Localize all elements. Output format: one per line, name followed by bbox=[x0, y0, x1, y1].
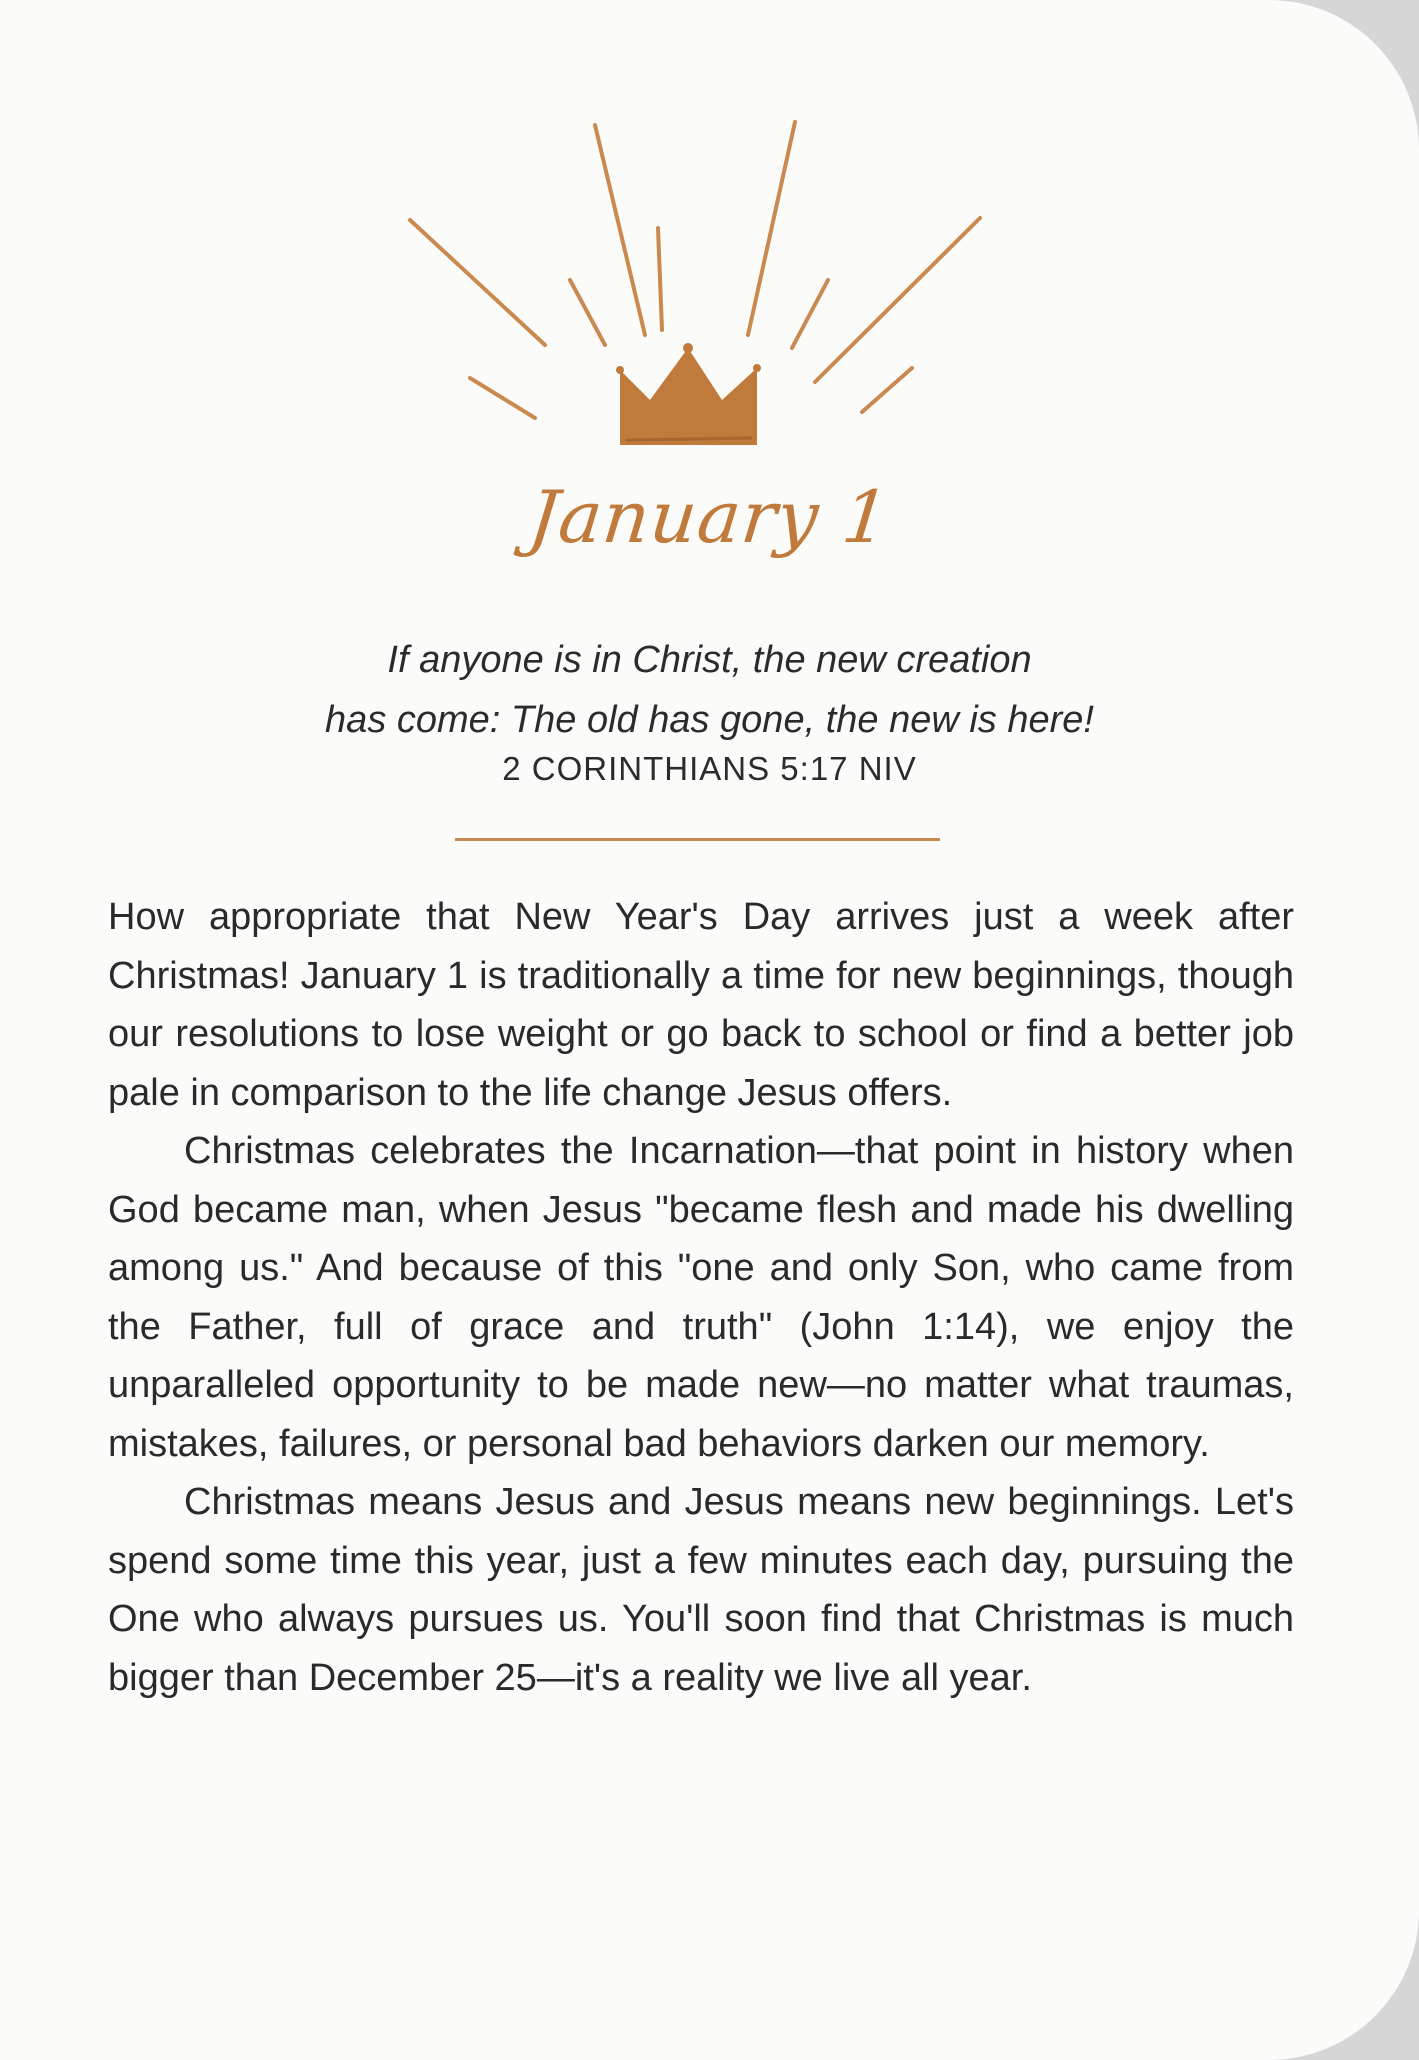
ray-line bbox=[470, 378, 535, 418]
ray-line bbox=[410, 220, 545, 345]
paragraph: Christmas celebrates the Incarnation—that point in history when God became man, when Jesus "became flesh and made his dwelling among us." And because of this "one and only Son, who came from the Father, full of grace and truth" (John 1:14), we enjoy the unparalleled opportunity to be made new—no matter what traumas, mistakes, failures, or personal bad behaviors darken our memory. bbox=[108, 1130, 1294, 1465]
paragraph: How appropriate that New Year's Day arrives just a week after Christmas! January 1 is traditionally a time for new beginnings, though our resolutions to lose weight or go back to school or find a better job pale in comparison to the life change Jesus offers. bbox=[108, 896, 1294, 1114]
crown-shape bbox=[620, 348, 757, 445]
crown-icon bbox=[400, 100, 1020, 490]
ray-line bbox=[658, 228, 662, 330]
page-title: January 1 bbox=[524, 475, 895, 559]
paragraph: Christmas means Jesus and Jesus means new beginnings. Let's spend some time this year, just a few minutes each day, pursuing the One who always pursues us. You'll soon find that Christmas is much bigger than December 25—it's a reality we live all year. bbox=[108, 1481, 1294, 1699]
divider bbox=[455, 838, 940, 841]
ray-line bbox=[815, 218, 980, 382]
verse-line: has come: The old has gone, the new is here! bbox=[325, 699, 1094, 741]
ray-line bbox=[862, 368, 912, 412]
devotional-text bbox=[108, 888, 1294, 1707]
ray-line bbox=[792, 280, 828, 348]
ray-line bbox=[570, 280, 605, 345]
verse-line: If anyone is in Christ, the new creation bbox=[387, 639, 1032, 681]
verse-quote bbox=[0, 630, 1419, 750]
verse-reference: 2 CORINTHIANS 5:17 NIV bbox=[502, 750, 917, 787]
ray-line bbox=[595, 125, 645, 335]
ray-line bbox=[748, 122, 795, 335]
